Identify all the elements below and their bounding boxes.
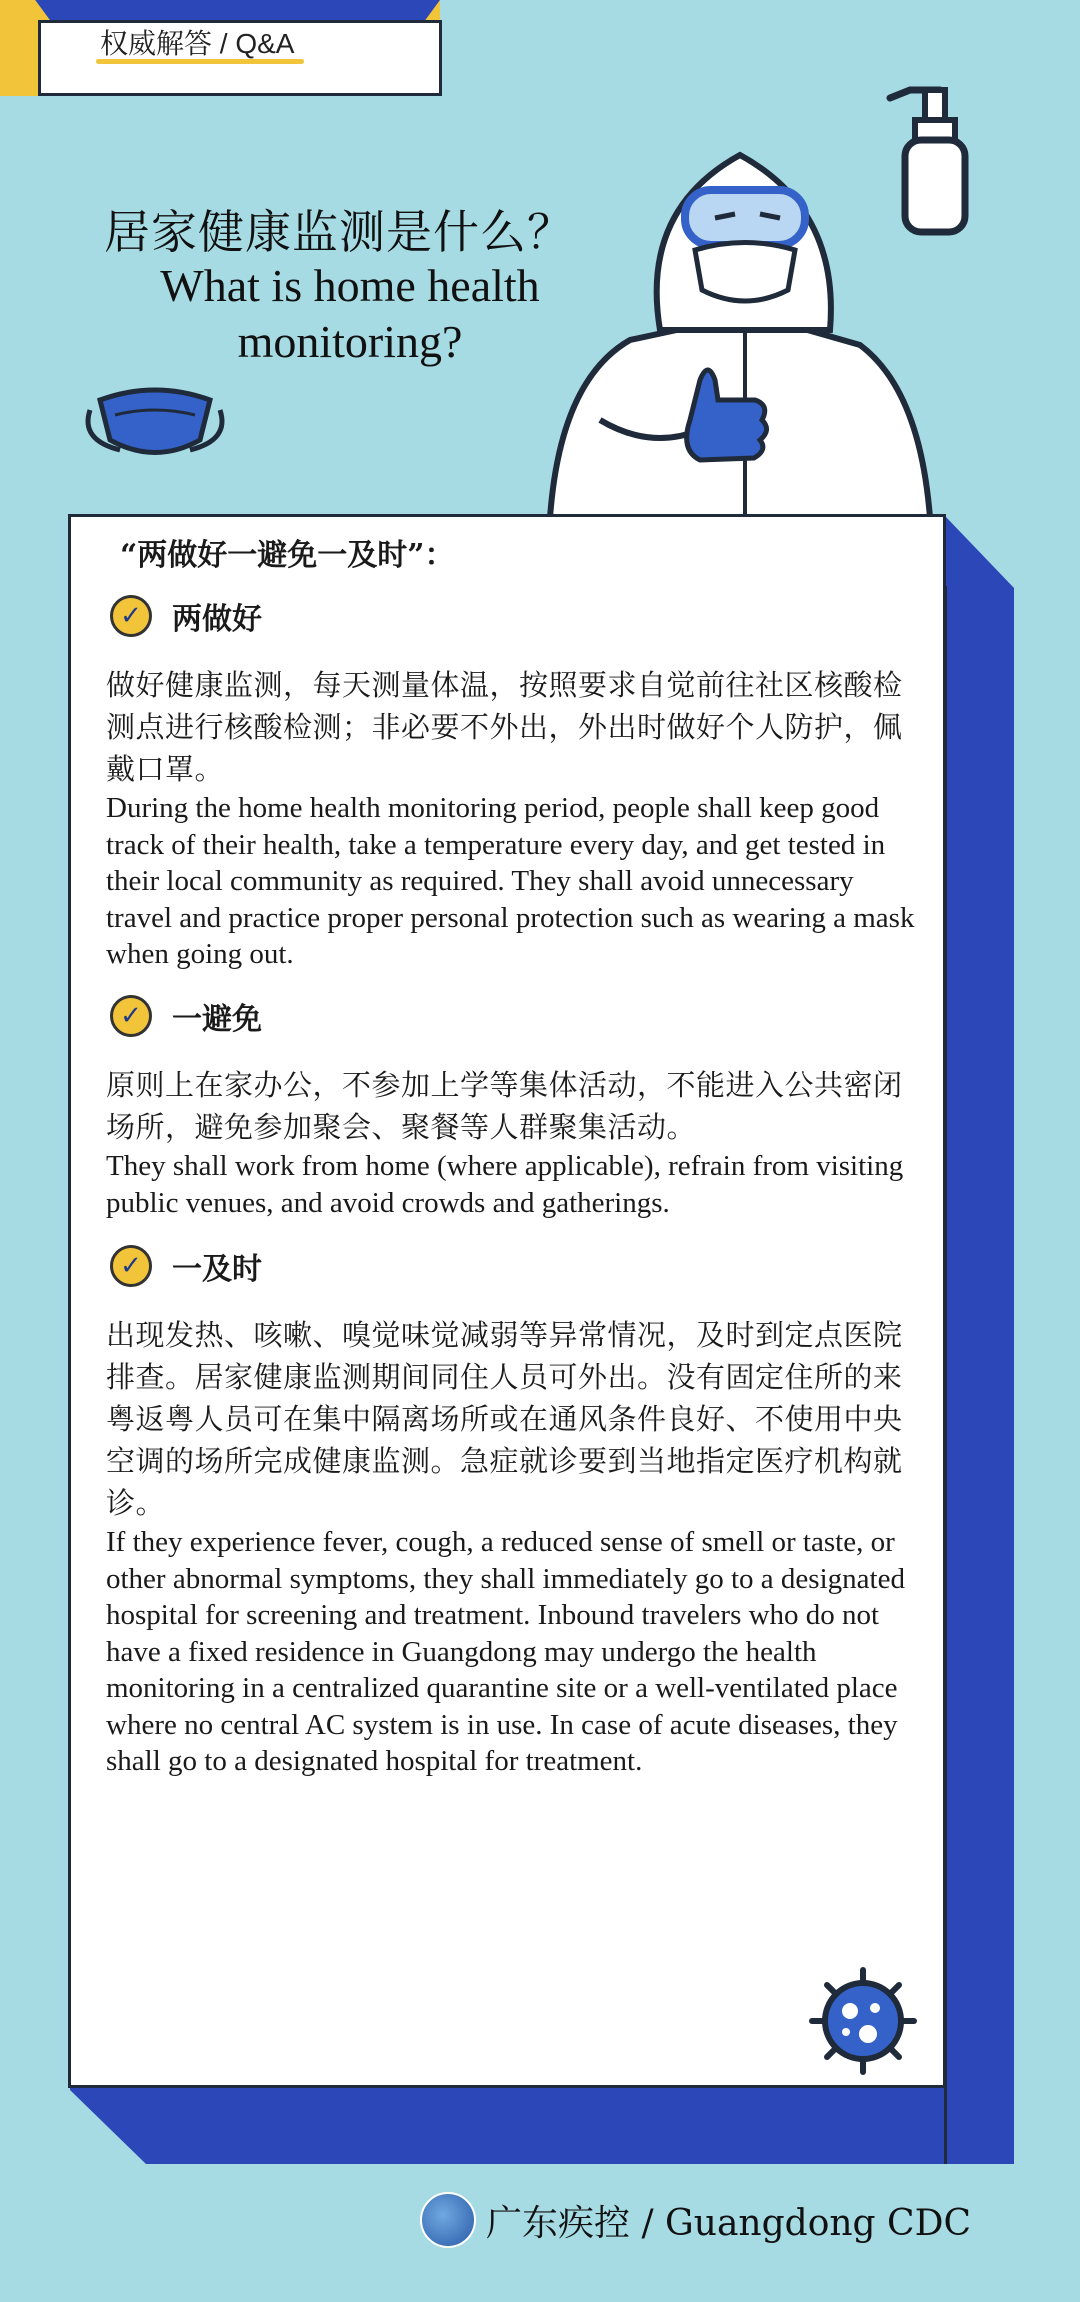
- tag-underline: [96, 59, 304, 64]
- footer-source: 广东疾控 / Guangdong CDC: [486, 2202, 971, 2244]
- section-text-en: If they experience fever, cough, a reduced sense of smell or taste, or other abnormal symptoms, they shall immediately go to a designated hospital for screening and treatment. Inbound travelers who do not have a fixed residence in Guangdong may undergo the health monitoring in a centralized quarantine site or a well-ventilated place where no central AC system is in use. In case of acute diseases, they shall go to a designated hospital for treatment.: [106, 1526, 905, 1777]
- check-icon: ✓: [110, 595, 152, 637]
- section-text-en: They shall work from home (where applicable), refrain from visiting public venues, and avoid crowds and gatherings.: [106, 1150, 904, 1219]
- section-heading: [110, 994, 262, 1038]
- health-worker-illustration: [540, 130, 940, 520]
- page-title-en: What is home health monitoring?: [160, 260, 540, 367]
- section-heading: [110, 1244, 262, 1288]
- section-text-cn: 做好健康监测，每天测量体温，按照要求自觉前往社区核酸检测点进行核酸检测；非必要不外出，外出时做好个人防护，佩戴口罩。: [106, 668, 903, 786]
- virus-icon: [808, 1966, 918, 2076]
- card-edge: [944, 586, 947, 2164]
- page-title-cn: 居家健康监测是什么？: [104, 205, 574, 259]
- cdc-logo-icon: [420, 2192, 476, 2248]
- check-icon: ✓: [110, 995, 152, 1037]
- section-label: 一及时: [172, 1252, 262, 1287]
- section-heading: [110, 594, 262, 638]
- face-mask-icon: [80, 380, 230, 470]
- section-text-cn: 原则上在家办公，不参加上学等集体活动，不能进入公共密闭场所，避免参加聚会、聚餐等人群聚集活动。: [106, 1068, 903, 1144]
- section-label: 一避免: [172, 1002, 262, 1037]
- section-text-cn: 出现发热、咳嗽、嗅觉味觉减弱等异常情况，及时到定点医院排查。居家健康监测期间同住人员可外出。没有固定住所的来粤返粤人员可在集中隔离场所或在通风条件良好、不使用中央空调的场所完成健康监测。急症就诊要到当地指定医疗机构就诊。: [106, 1318, 903, 1520]
- check-icon: ✓: [110, 1245, 152, 1287]
- section-label: 两做好: [172, 602, 262, 637]
- section-text-en: During the home health monitoring period, people shall keep good track of their health, take a temperature every day, and get tested in their local community as required. They shall avoid unnecessary travel and practice proper personal protection such as wearing a mask when going out.: [106, 792, 915, 970]
- footer: [420, 2192, 971, 2248]
- card-intro: “两做好一避免一及时”：: [120, 538, 455, 573]
- category-tag-label: 权威解答 / Q&A: [100, 28, 295, 59]
